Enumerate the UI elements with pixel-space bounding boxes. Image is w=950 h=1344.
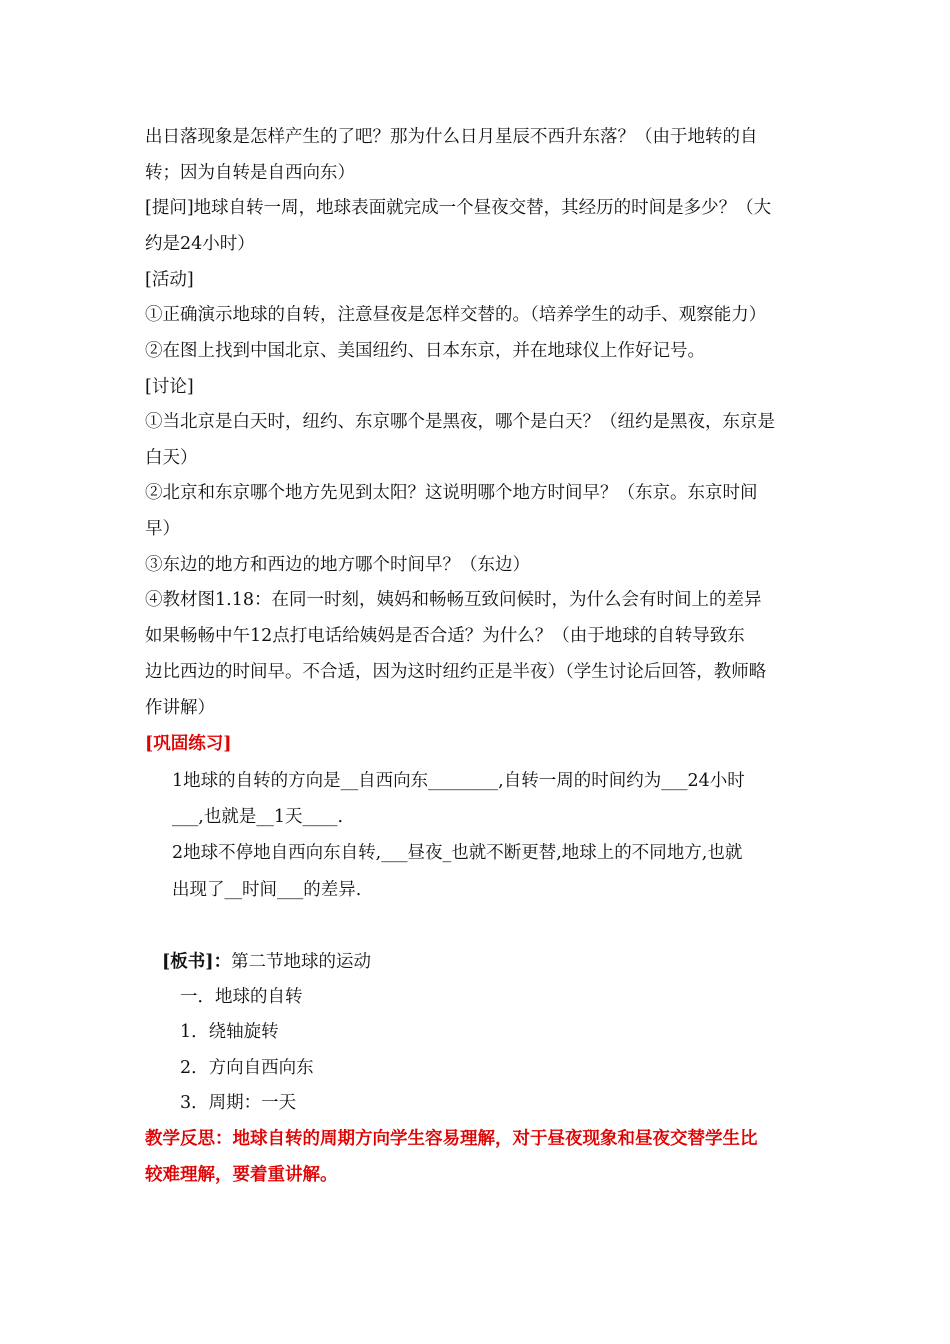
practice-item: ___,也就是__1天____.	[172, 807, 344, 827]
text-line: 作讲解）	[145, 698, 215, 718]
text-line: 约是24小时）	[145, 234, 255, 254]
board-item: 1．绕轴旋转	[180, 1022, 279, 1042]
text-line: 白天）	[145, 448, 198, 468]
board-label: [板书]	[162, 952, 214, 972]
board-item: 一．地球的自转	[180, 987, 303, 1007]
text-line: ②在图上找到中国北京、美国纽约、日本东京，并在地球仪上作好记号。	[145, 341, 705, 361]
text-line: 早）	[145, 519, 180, 539]
text-line: 边比西边的时间早。不合适，因为这时纽约正是半夜）（学生讨论后回答，教师略	[145, 662, 767, 682]
text-line: ③东边的地方和西边的地方哪个时间早？（东边）	[145, 555, 530, 575]
text-line: ①当北京是白天时，纽约、东京哪个是黑夜，哪个是白天？（纽约是黑夜，东京是	[145, 412, 775, 432]
section-label-discussion: [讨论]	[145, 377, 194, 397]
text-line: ④教材图1.18：在同一时刻，姨妈和畅畅互致问候时，为什么会有时间上的差异	[145, 590, 762, 610]
practice-item: 出现了__时间___的差异.	[172, 880, 362, 900]
practice-heading: [巩固练习]	[145, 734, 232, 754]
practice-item: 1地球的自转的方向是__自西向东________,自转一周的时间约为___24小时	[172, 771, 745, 791]
practice-item: 2地球不停地自西向东自转,___昼夜_也就不断更替,地球上的不同地方,也就	[172, 843, 743, 863]
reflection-line: 较难理解，要着重讲解。	[145, 1165, 338, 1185]
text-line: 转；因为自转是自西向东）	[145, 163, 355, 183]
board-colon: ：	[213, 952, 232, 972]
text-line: ①正确演示地球的自转，注意昼夜是怎样交替的。（培养学生的动手、观察能力）	[145, 305, 767, 325]
board-item: 3．周期：一天	[180, 1093, 297, 1113]
section-label-activity: [活动]	[145, 270, 194, 290]
board-title-line	[162, 950, 371, 974]
board-item: 2．方向自西向东	[180, 1058, 314, 1078]
board-title: 第二节地球的运动	[231, 952, 372, 972]
text-line: ②北京和东京哪个地方先见到太阳？这说明哪个地方时间早？（东京。东京时间	[145, 483, 758, 503]
text-line: 如果畅畅中午12点打电话给姨妈是否合适？为什么？（由于地球的自转导致东	[145, 626, 745, 646]
text-line: 出日落现象是怎样产生的了吧？那为什么日月星辰不西升东落？（由于地转的自	[145, 127, 758, 147]
text-line: [提问]地球自转一周，地球表面就完成一个昼夜交替，其经历的时间是多少？（大	[145, 198, 772, 218]
reflection-line: 教学反思：地球自转的周期方向学生容易理解，对于昼夜现象和昼夜交替学生比	[145, 1129, 758, 1149]
